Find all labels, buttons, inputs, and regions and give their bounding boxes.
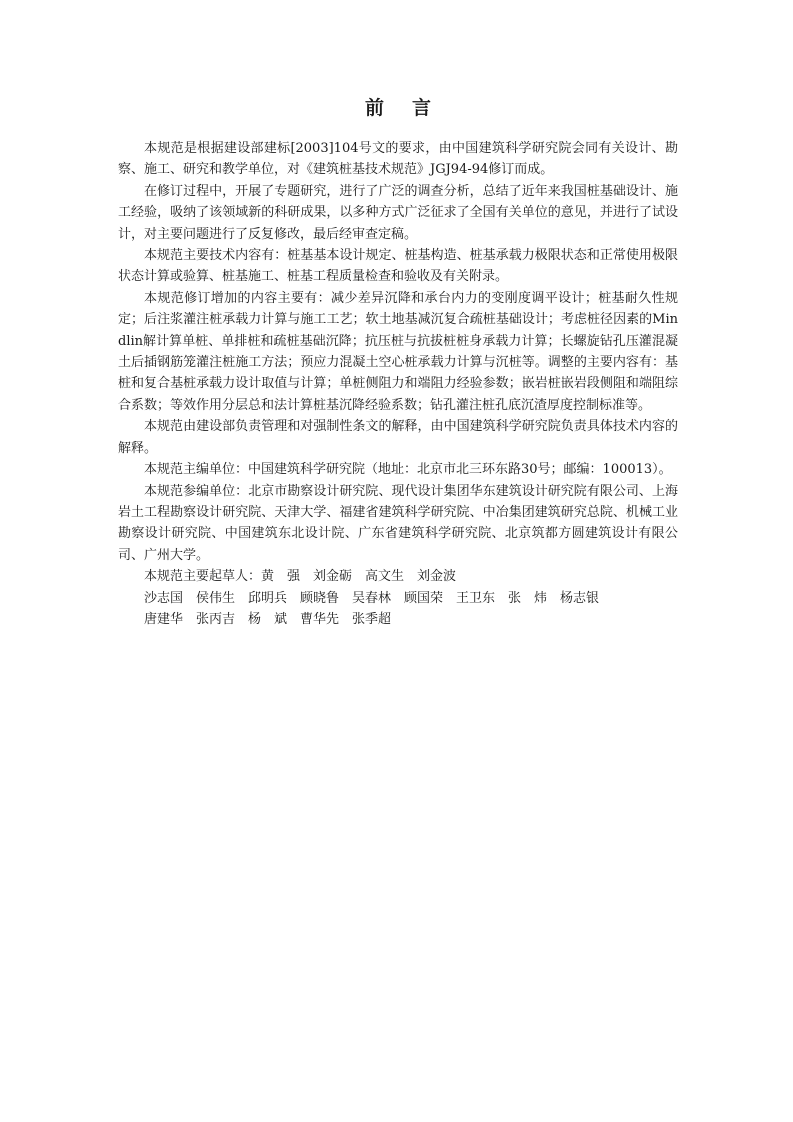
preface-page xyxy=(118,96,678,630)
paragraph-basis: 本规范是根据建设部建标[2003]104号文的要求，由中国建筑科学研究院会同有关设计、勘察、施工、研究和教学单位，对《建筑桩基技术规范》JGJ94-94修订而成。 xyxy=(118,141,678,178)
preface-title: 前言 xyxy=(364,97,459,119)
drafters-line-3: 唐建华 张丙吉 杨 斌 曹华先 张季超 xyxy=(144,611,392,627)
paragraph-revision-process: 在修订过程中，开展了专题研究，进行了广泛的调查分析，总结了近年来我国桩基础设计、施工经验，吸纳了该领域新的科研成果，以多种方式广泛征求了全国有关单位的意见，并进行了试设计，对主要问题进行了反复修改，最后经审查定稿。 xyxy=(118,183,678,242)
paragraph-management: 本规范由建设部负责管理和对强制性条文的解释，由中国建筑科学研究院负责具体技术内容的解释。 xyxy=(118,419,678,456)
paragraph-participants: 本规范参编单位：北京市勘察设计研究院、现代设计集团华东建筑设计研究院有限公司、上海岩土工程勘察设计研究院、天津大学、福建省建筑科学研究院、中冶集团建筑研究总院、机械工业勘察设计研究院、中国建筑东北设计院、广东省建筑科学研究院、北京筑都方圆建筑设计有限公司、广州大学。 xyxy=(118,483,678,563)
paragraph-main-content: 本规范主要技术内容有：桩基基本设计规定、桩基构造、桩基承载力极限状态和正常使用极限状态计算或验算、桩基施工、桩基工程质量检查和验收及有关附录。 xyxy=(118,248,678,285)
drafters-line-2: 沙志国 侯伟生 邱明兵 顾晓鲁 吴春林 顾国荣 王卫东 张 炜 杨志银 xyxy=(144,590,600,606)
drafters-line-1: 本规范主要起草人：黄 强 刘金砺 高文生 刘金波 xyxy=(144,569,457,585)
paragraph-chief-editor: 本规范主编单位：中国建筑科学研究院（地址：北京市北三环东路30号；邮编：100013）。 xyxy=(144,462,672,478)
paragraph-additions: 本规范修订增加的内容主要有：减少差异沉降和承台内力的变刚度调平设计；桩基耐久性规定；后注浆灌注桩承载力计算与施工工艺；软土地基减沉复合疏桩基础设计；考虑桩径因素的Mindlin解计算单桩、单排桩和疏桩基础沉降；抗压桩与抗拔桩桩身承载力计算；长螺旋钻孔压灌混凝土后插钢筋笼灌注桩施工方法；预应力混凝土空心桩承载力计算与沉桩等。调整的主要内容有：基桩和复合基桩承载力设计取值与计算；单桩侧阻力和端阻力经验参数；嵌岩桩嵌岩段侧阻和端阻综合系数；等效作用分层总和法计算桩基沉降经验系数；钻孔灌注桩孔底沉渣厚度控制标准等。 xyxy=(118,290,678,413)
